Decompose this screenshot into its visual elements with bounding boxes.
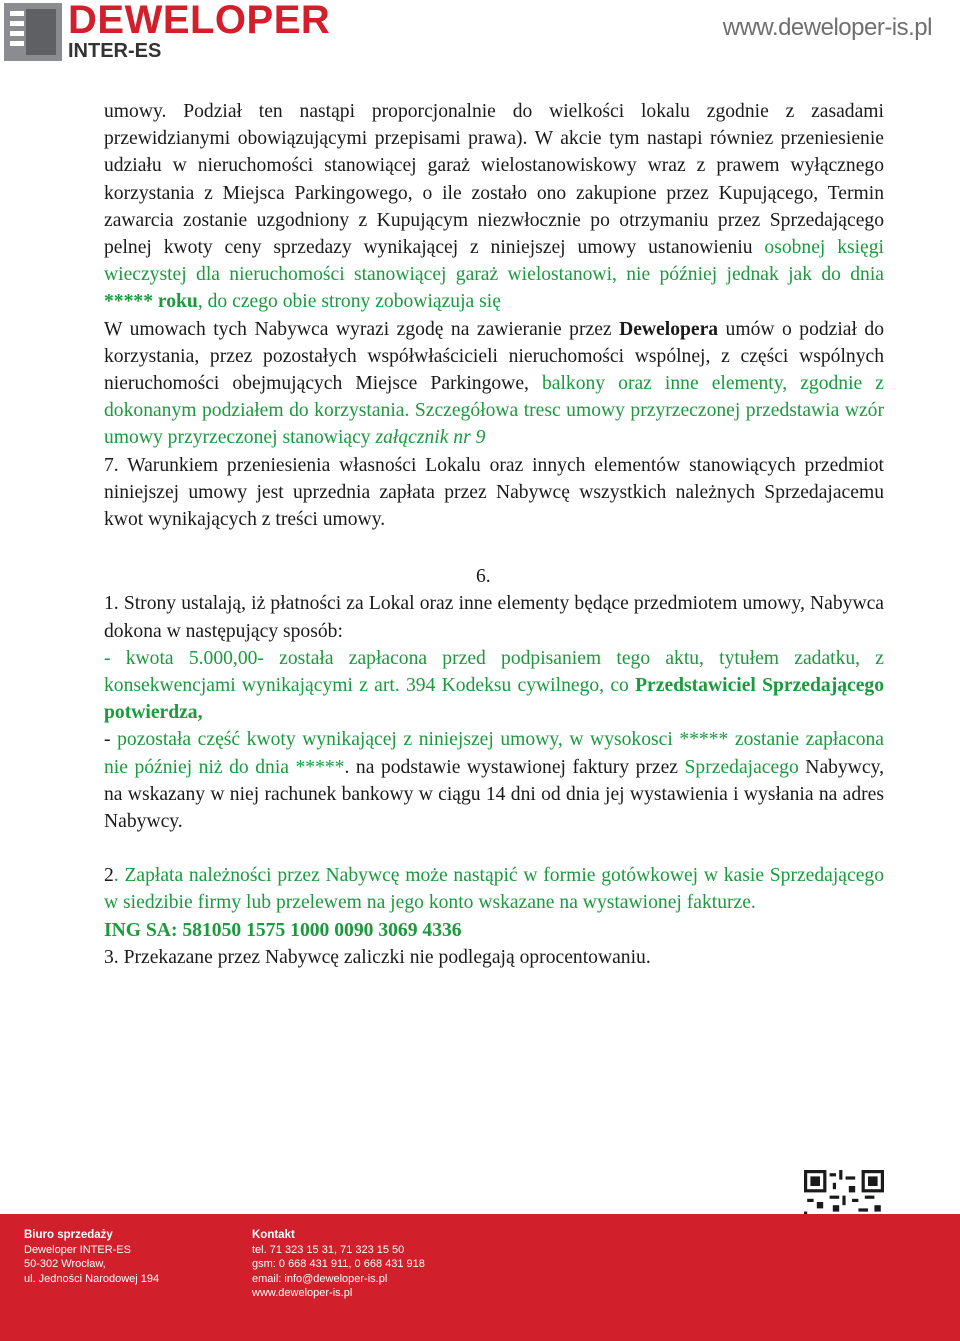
company-logo-icon	[4, 3, 62, 61]
footer-office-line: 50-302 Wrocław,	[24, 1258, 106, 1270]
paragraph-2-bold: Dewelopera	[619, 318, 719, 340]
paragraph-7-number: 2	[104, 865, 114, 887]
page-footer	[0, 1214, 960, 1341]
paragraph-6-text-end: Nabywcy, na wskazany w niej rachunek bankowy w ciągu 14 dni od dnia jej wystawienia i wysłania na adres Nabywcy.	[104, 756, 885, 833]
footer-office-line: Deweloper INTER-ES	[24, 1243, 131, 1256]
footer-contact-website: www.deweloper-is.pl	[252, 1287, 353, 1299]
header-website: www.deweloper-is.pl	[722, 14, 932, 41]
paragraph-6	[104, 726, 884, 835]
section-number: 6.	[476, 566, 491, 588]
paragraph-6-green-seller: Sprzedajacego	[684, 756, 799, 778]
footer-contact-phone: tel. 71 323 15 31, 71 323 15 50	[252, 1243, 405, 1256]
paragraph-2	[104, 316, 884, 452]
brand-subtitle: INTER-ES	[68, 40, 162, 62]
paragraph-2-attachment-ref: załącznik nr 9	[375, 427, 486, 449]
footer-office	[24, 1228, 159, 1286]
paragraph-7-green-text: . Zapłata należności przez Nabywcę może nastąpić w formie gotówkowej w kasie Sprzedającego w siedzibie firmy lub przelewem na jego konto wskazane na wystawionej fakturze.	[104, 865, 884, 914]
footer-office-title: Biuro sprzedaży	[24, 1229, 113, 1241]
paragraph-1-text: umowy. Podział ten nastąpi proporcjonalnie do wielkości lokalu zgodnie z zasadami przewidzianymi obowiązującymi przepisami prawa). W akcie tym nastapi równiez przeniesienie udziału w nieruchomości stanowiącej garaż wielostanowiskowy wraz z prawem wyłącznego korzystania z Miejsca Parkingowego, o ile zostało ono zakupione przez Kupującego, Termin zawarcia zostanie uzgodniony z Kupującym niezwłocznie po otrzymaniu przez Sprzedającego pelnej kwoty ceny sprzedazy wynikającej z niniejszej umowy ustanowieniu	[104, 101, 884, 259]
paragraph-5	[104, 645, 884, 727]
paragraph-6-green-text: pozostała część kwoty wynikającej z niniejszej umowy, w wysokosci ***** zostanie zapłacona nie później niż do dnia *****	[104, 729, 884, 778]
footer-office-line: ul. Jedności Narodowej 194	[24, 1272, 160, 1285]
paragraph-6-dash: -	[104, 729, 118, 751]
paragraph-4: 1. Strony ustalają, iż płatności za Lokal oraz inne elementy będące przedmiotem umowy, Nabywca dokona w następujący sposób:	[104, 593, 884, 642]
bank-account: ING SA: 581050 1575 1000 0090 3069 4336	[104, 919, 462, 941]
footer-contact-email: email: info@deweloper-is.pl	[252, 1272, 388, 1285]
paragraph-2-text: W umowach tych Nabywca wyrazi zgodę na zawieranie przez	[104, 318, 620, 340]
paragraph-1-green-end: , do czego obie strony zobowiązuja się	[197, 291, 501, 313]
paragraph-8: 3. Przekazane przez Nabywcę zaliczki nie podlegają oprocentowaniu.	[104, 946, 651, 968]
document-body	[104, 98, 884, 971]
footer-contact	[252, 1228, 425, 1301]
paragraph-2-green-text: balkony oraz inne elementy, zgodnie z dokonanym podziałem do korzystania. Szczegółowa tresc umowy przyrzeczonej przedstawia wzór umowy przyrzeczonej stanowiący	[104, 373, 884, 449]
paragraph-1	[104, 98, 884, 316]
brand-name: DEWELOPER	[68, 0, 331, 42]
paragraph-3: 7. Warunkiem przeniesienia własności Lokalu oraz innych elementów stanowiących przedmiot niniejszej umowy jest uprzednia zapłata przez Nabywcę wszystkich należnych Sprzedajacemu kwot wynikających z treści umowy.	[104, 454, 884, 531]
footer-contact-title: Kontakt	[252, 1229, 295, 1241]
paragraph-1-date-bold: ***** roku	[104, 291, 198, 313]
paragraph-2-text-cont: umów o podział do korzystania, przez pozostałych współwłaścicieli nieruchomości wspólnej, z części wspólnych nieruchomości obejmujących Miejsce Parkingowe,	[104, 318, 884, 395]
paragraph-5-bold: Przedstawiciel Sprzedającego potwierdza,	[104, 675, 885, 724]
paragraph-5-green-text: - kwota 5.000,00- została zapłacona przed podpisaniem tego aktu, tytułem zadatku, z konsekwencjami wynikającymi z art. 394 Kodeksu cywilnego, co	[104, 647, 884, 697]
footer-contact-mobile: gsm: 0 668 431 911, 0 668 431 918	[252, 1258, 425, 1270]
paragraph-7	[104, 862, 884, 916]
paragraph-6-text: . na podstawie wystawionej faktury przez	[344, 756, 685, 778]
page-header	[0, 0, 960, 70]
paragraph-1-green-text: osobnej księgi wieczystej dla nieruchomości stanowiącej garaż wielostanowi, nie później jednak jak do dnia	[104, 237, 884, 286]
